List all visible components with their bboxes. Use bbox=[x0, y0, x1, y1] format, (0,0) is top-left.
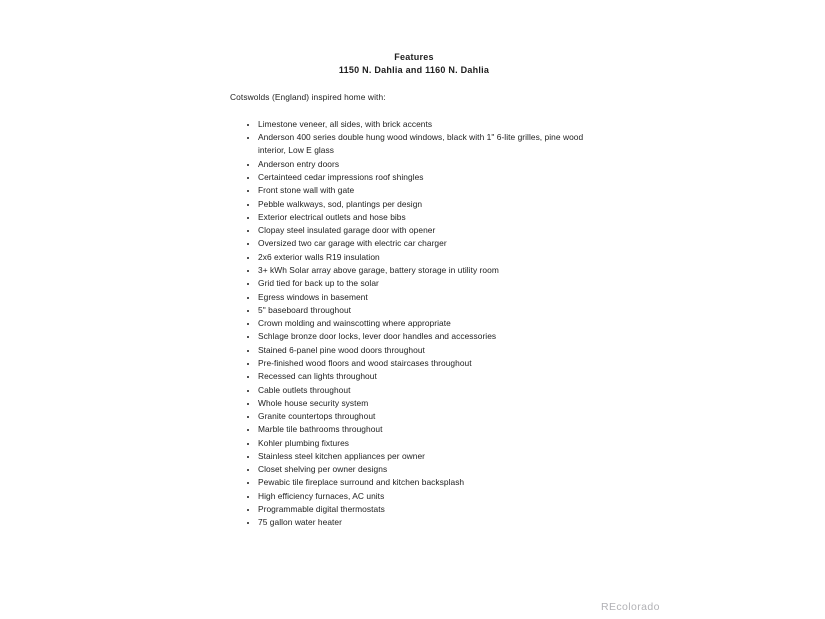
feature-item: • Certainteed cedar impressions roof shingles bbox=[258, 171, 598, 184]
feature-item: • Cable outlets throughout bbox=[258, 384, 598, 397]
features-list bbox=[230, 118, 598, 530]
feature-item: • 3+ kWh Solar array above garage, battery storage in utility room bbox=[258, 264, 598, 277]
feature-item: • Whole house security system bbox=[258, 397, 598, 410]
feature-item: • Crown molding and wainscotting where appropriate bbox=[258, 317, 598, 330]
feature-item: • Grid tied for back up to the solar bbox=[258, 277, 598, 290]
feature-item: • Pewabic tile fireplace surround and kitchen backsplash bbox=[258, 476, 598, 489]
feature-item: • Clopay steel insulated garage door with opener bbox=[258, 224, 598, 237]
feature-item: • Schlage bronze door locks, lever door handles and accessories bbox=[258, 330, 598, 343]
feature-item: • Programmable digital thermostats bbox=[258, 503, 598, 516]
recolorado-watermark: REcolorado bbox=[601, 601, 660, 613]
feature-item: • Limestone veneer, all sides, with brick accents bbox=[258, 118, 598, 131]
feature-item: • 5" baseboard throughout bbox=[258, 304, 598, 317]
feature-item: • 75 gallon water heater bbox=[258, 516, 598, 529]
feature-item: • Recessed can lights throughout bbox=[258, 370, 598, 383]
page-title: Features bbox=[394, 52, 434, 62]
feature-item: • Exterior electrical outlets and hose bibs bbox=[258, 211, 598, 224]
feature-item: • High efficiency furnaces, AC units bbox=[258, 490, 598, 503]
feature-item: • Marble tile bathrooms throughout bbox=[258, 423, 598, 436]
feature-item: • Stainless steel kitchen appliances per owner bbox=[258, 450, 598, 463]
feature-item: • Stained 6-panel pine wood doors throughout bbox=[258, 344, 598, 357]
feature-item: • Pebble walkways, sod, plantings per design bbox=[258, 198, 598, 211]
feature-item: • 2x6 exterior walls R19 insulation bbox=[258, 251, 598, 264]
feature-item: • Closet shelving per owner designs bbox=[258, 463, 598, 476]
feature-item: • Anderson entry doors bbox=[258, 158, 598, 171]
feature-item: • Pre-finished wood floors and wood staircases throughout bbox=[258, 357, 598, 370]
feature-item: • Anderson 400 series double hung wood windows, black with 1" 6-lite grilles, pine wood interior, Low E glass bbox=[258, 131, 598, 158]
feature-item: • Granite countertops throughout bbox=[258, 410, 598, 423]
features-sheet bbox=[230, 51, 598, 530]
feature-item: • Front stone wall with gate bbox=[258, 184, 598, 197]
feature-item: • Egress windows in basement bbox=[258, 291, 598, 304]
feature-item: • Kohler plumbing fixtures bbox=[258, 437, 598, 450]
page-subtitle-address: 1150 N. Dahlia and 1160 N. Dahlia bbox=[338, 65, 490, 76]
feature-item: • Oversized two car garage with electric car charger bbox=[258, 237, 598, 250]
intro-text: Cotswolds (England) inspired home with: bbox=[230, 91, 386, 102]
